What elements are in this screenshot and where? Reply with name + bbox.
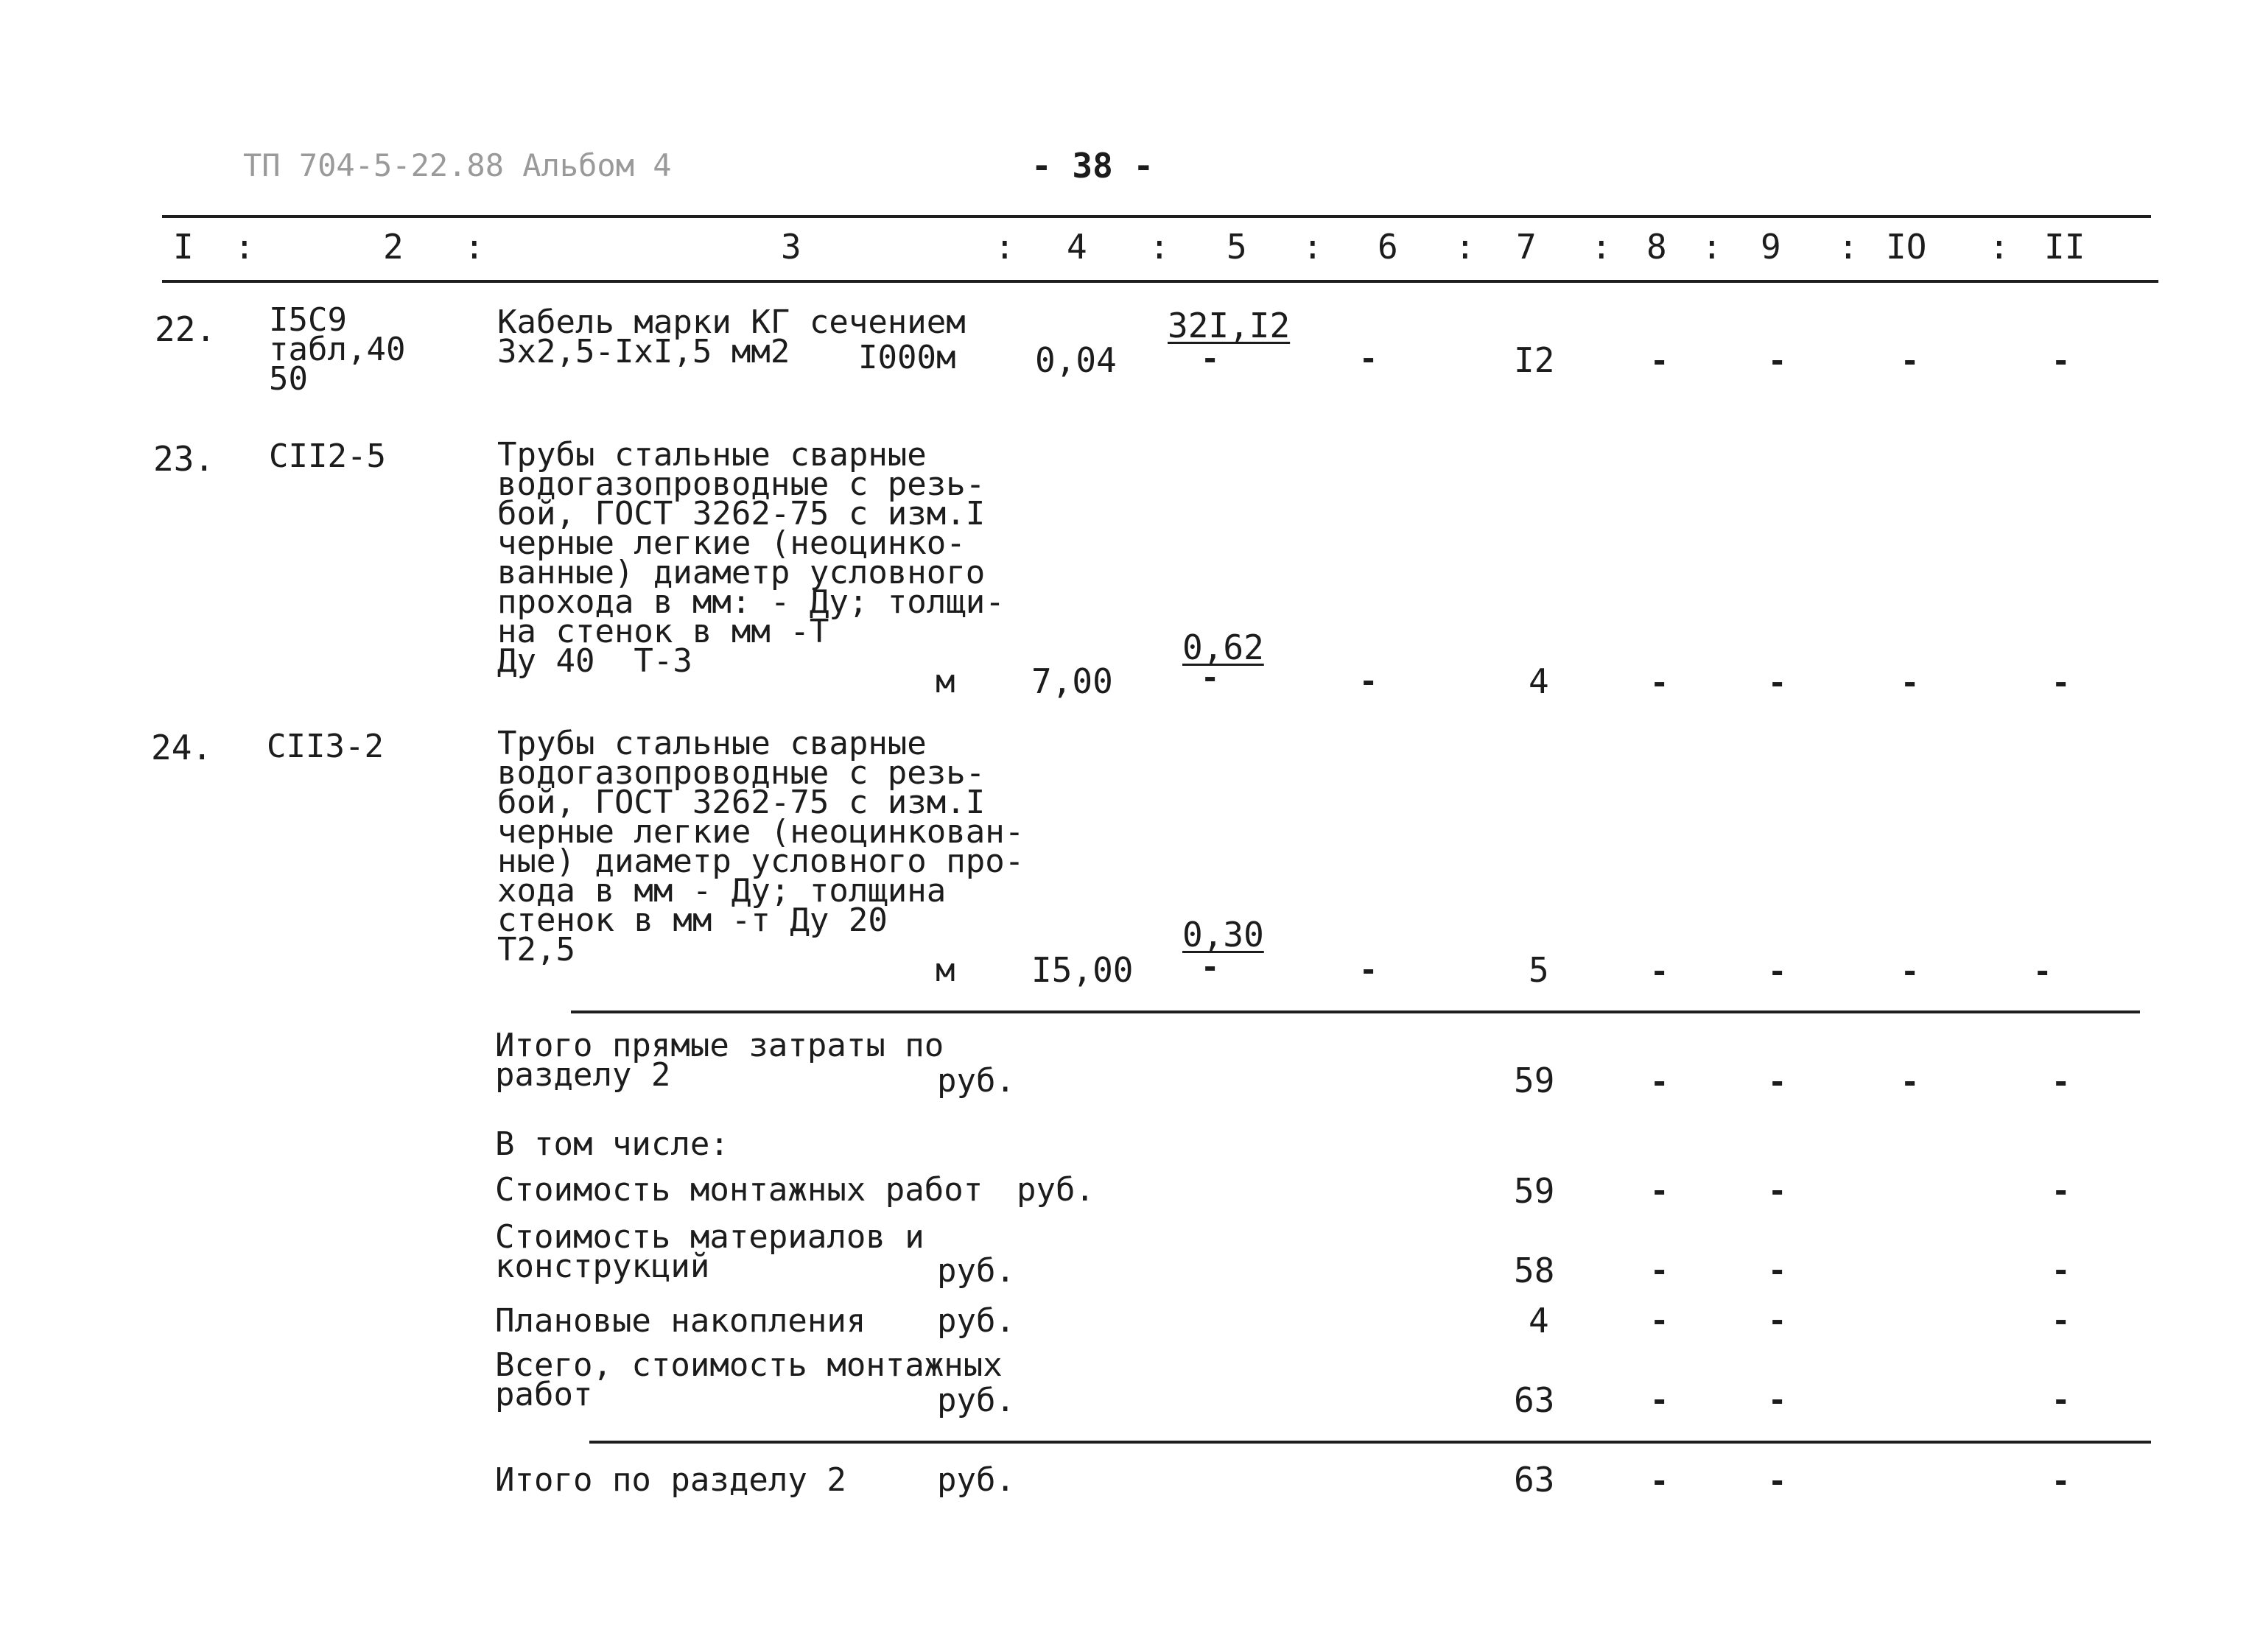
row-unit: м	[936, 663, 955, 700]
row-code: CII2-5	[269, 437, 386, 475]
col-header-7: 7	[1516, 227, 1537, 267]
col-sep: :	[1838, 227, 1859, 267]
row-code: CII3-2	[267, 728, 384, 765]
summary-col9: -	[1768, 1173, 1787, 1209]
summary-unit: руб.	[1017, 1171, 1095, 1209]
row-description: Трубы стальные сварные водогазопроводные с резь- бой, ГОСТ 3262-75 с изм.I черные легкие (неоцинкован- ные) диаметр условного про- хода в мм - Ду; толщина стенок в мм -т Ду 20 T2,5	[497, 725, 1025, 969]
row-col8: -	[1650, 953, 1669, 989]
total-unit: руб.	[937, 1461, 1015, 1499]
col-header-9: 9	[1761, 227, 1781, 267]
row-col10: -	[1901, 664, 1920, 700]
summary-col7: 63	[1514, 1380, 1555, 1420]
summary-unit: руб.	[937, 1302, 1015, 1340]
total-col8: -	[1650, 1463, 1669, 1499]
summary-col8: -	[1650, 1302, 1669, 1338]
summary-col9: -	[1768, 1302, 1787, 1338]
col-sep: :	[994, 227, 1015, 267]
row-col7: I2	[1514, 340, 1555, 380]
summary-col11: -	[2052, 1064, 2071, 1100]
row-col7: 5	[1529, 950, 1549, 990]
row-col6: -	[1359, 340, 1378, 376]
summary-col8: -	[1650, 1382, 1669, 1418]
summary-subheading: В том числе:	[495, 1125, 729, 1163]
summary-col7: 58	[1514, 1251, 1555, 1290]
col-sep: :	[1149, 227, 1170, 267]
row-price-bottom: -	[1201, 949, 1220, 985]
col-header-10: IO	[1886, 227, 1927, 267]
summary-label: Итого прямые затраты по разделу 2	[495, 1027, 944, 1094]
row-number: 23.	[153, 439, 215, 479]
col-header-2: 2	[383, 227, 404, 267]
row-col10: -	[1901, 953, 1920, 989]
summary-col11: -	[2052, 1302, 2071, 1338]
row-quantity: 7,00	[1031, 661, 1113, 701]
row-quantity: 0,04	[1035, 340, 1117, 380]
row-col9: -	[1768, 342, 1787, 379]
col-header-6: 6	[1378, 227, 1398, 267]
row-col10: -	[1901, 342, 1920, 379]
row-col8: -	[1650, 342, 1669, 379]
row-price: 0,62	[1182, 628, 1264, 667]
row-col7: 4	[1529, 661, 1549, 701]
row-price-bottom: -	[1201, 340, 1220, 376]
row-price-bottom: -	[1201, 659, 1220, 695]
summary-col7: 59	[1514, 1061, 1555, 1100]
summary-col11: -	[2052, 1252, 2071, 1288]
row-quantity: I5,00	[1031, 950, 1134, 990]
col-sep: :	[464, 227, 485, 267]
col-header-5: 5	[1227, 227, 1247, 267]
row-col11: -	[2033, 953, 2052, 989]
row-col8: -	[1650, 664, 1669, 700]
col-header-3: 3	[781, 227, 801, 267]
row-col9: -	[1768, 953, 1787, 989]
summary-label: Стоимость материалов и конструкций	[495, 1218, 925, 1285]
summary-col7: 4	[1529, 1301, 1549, 1340]
summary-rule	[571, 1010, 2140, 1013]
summary-unit: руб.	[937, 1252, 1015, 1290]
row-description: Кабель марки КГ сечением 3х2,5-IхI,5 мм2	[497, 303, 966, 370]
summary-unit: руб.	[937, 1062, 1015, 1100]
page-number: - 38 -	[1031, 146, 1154, 186]
summary-col9: -	[1768, 1252, 1787, 1288]
total-col7: 63	[1514, 1460, 1555, 1500]
summary-col8: -	[1650, 1173, 1669, 1209]
col-sep: :	[1989, 227, 2010, 267]
summary-col11: -	[2052, 1382, 2071, 1418]
row-price: 0,30	[1182, 915, 1264, 955]
row-number: 24.	[151, 728, 213, 767]
summary-col8: -	[1650, 1252, 1669, 1288]
row-unit: I000м	[858, 339, 956, 376]
row-number: 22.	[155, 309, 217, 349]
summary-col8: -	[1650, 1064, 1669, 1100]
col-header-4: 4	[1067, 227, 1087, 267]
col-sep: :	[234, 227, 255, 267]
col-sep: :	[1302, 227, 1323, 267]
summary-unit: руб.	[937, 1382, 1015, 1419]
col-header-11: II	[2044, 227, 2085, 267]
col-sep: :	[1455, 227, 1476, 267]
total-col11: -	[2052, 1463, 2071, 1499]
col-sep: :	[1702, 227, 1722, 267]
row-col6: -	[1359, 663, 1378, 699]
document-code: ТП 704-5-22.88 Альбом 4	[243, 147, 672, 183]
summary-col9: -	[1768, 1064, 1787, 1100]
row-code: I5C9 табл,40 50	[269, 301, 406, 398]
row-unit: м	[936, 952, 955, 989]
top-rule	[162, 215, 2151, 218]
total-rule	[589, 1441, 2151, 1444]
header-bottom-rule	[162, 280, 2158, 283]
row-col9: -	[1768, 664, 1787, 700]
summary-label: Плановые накопления	[495, 1302, 866, 1340]
summary-col11: -	[2052, 1173, 2071, 1209]
summary-label: Всего, стоимость монтажных работ	[495, 1346, 1003, 1413]
row-col11: -	[2052, 342, 2071, 379]
summary-col7: 59	[1514, 1171, 1555, 1211]
summary-label: Стоимость монтажных работ	[495, 1171, 983, 1209]
row-description: Трубы стальные сварные водогазопроводные с резь- бой, ГОСТ 3262-75 с изм.I черные легкие (неоцинко- ванные) диаметр условного прохода в мм: - Ду; толщи- на стенок в мм -Т Ду 40 Т-3	[497, 436, 1005, 680]
col-header-8: 8	[1646, 227, 1667, 267]
row-col6: -	[1359, 952, 1378, 988]
row-price: 32I,I2	[1168, 306, 1291, 345]
total-label: Итого по разделу 2	[495, 1461, 846, 1499]
row-col11: -	[2052, 664, 2071, 700]
col-sep: :	[1591, 227, 1612, 267]
summary-col10: -	[1901, 1064, 1920, 1100]
col-header-1: I	[173, 227, 194, 267]
total-col9: -	[1768, 1463, 1787, 1499]
summary-col9: -	[1768, 1382, 1787, 1418]
